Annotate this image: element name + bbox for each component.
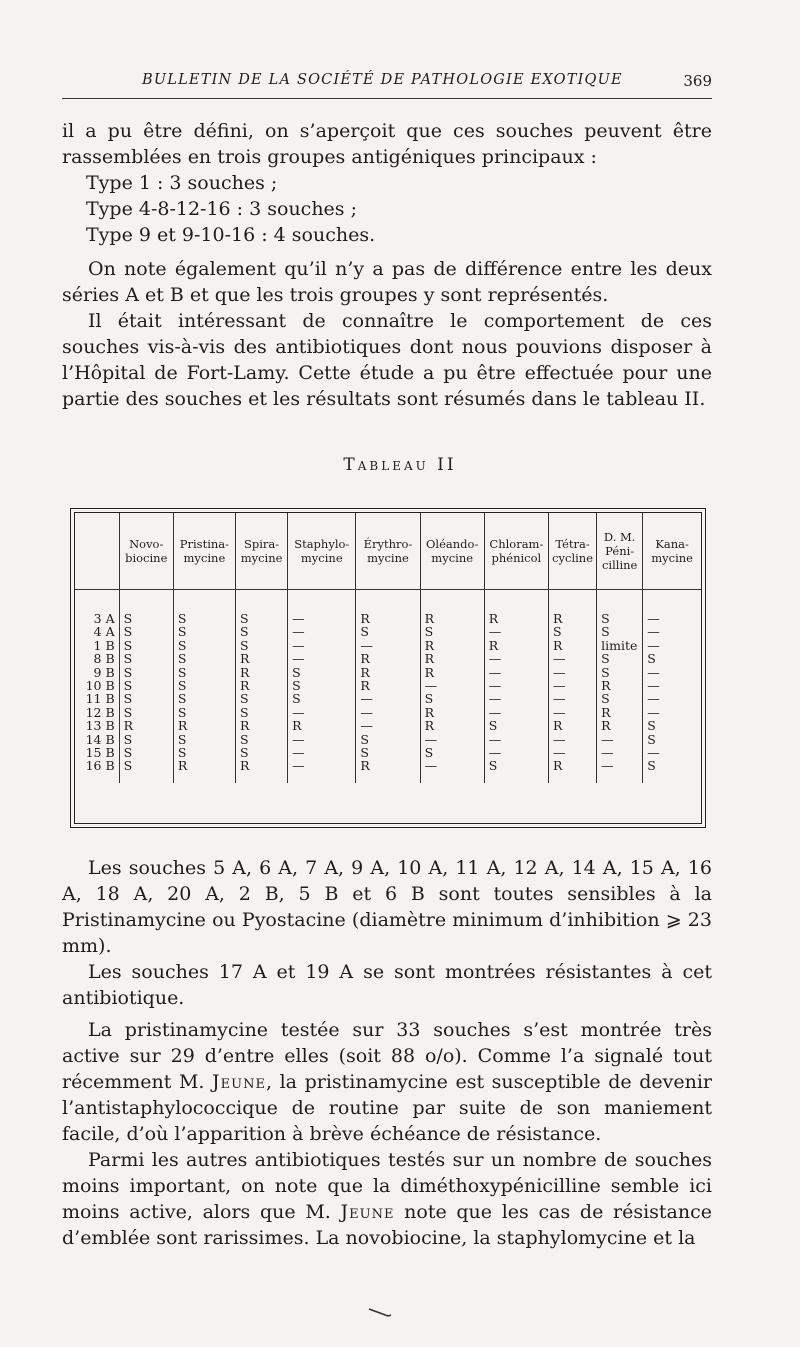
- result-cell: —: [484, 706, 548, 719]
- result-cell: S: [173, 652, 235, 665]
- result-cell: R: [356, 652, 420, 665]
- result-cell: S: [119, 746, 173, 759]
- table-header-row: [75, 513, 701, 590]
- result-cell: limite: [597, 639, 643, 652]
- result-cell: —: [288, 746, 356, 759]
- header-staphylomycine: Staphylo- mycine: [288, 513, 356, 590]
- result-cell: S: [647, 758, 656, 774]
- result-cell: S: [173, 639, 235, 652]
- result-cell: S: [356, 746, 420, 759]
- paragraph-other-antibiotics: Parmi les autres antibiotiques testés sur un nombre de souches moins important, on note que la diméthoxypénicilline semble ici moins active, alors que M. Jeune note que les cas de résistance d’emblée sont rarissimes. La novobiocine, la staphylomycine et la: [62, 1149, 713, 1249]
- results-section: [62, 855, 712, 1251]
- header-novobiocine: Novo- biocine: [119, 513, 173, 590]
- result-cell: S: [119, 625, 173, 638]
- result-cell: R: [236, 759, 288, 772]
- strain-cell: 4 A: [75, 625, 119, 638]
- result-cell: S: [647, 651, 656, 667]
- result-cell: R: [597, 706, 643, 719]
- result-cell: S: [236, 692, 288, 705]
- table-row: [75, 733, 701, 746]
- header-strain: [75, 513, 119, 590]
- intro-paragraph: il a pu être défini, on s’aperçoit que ces souches peuvent être rassemblées en trois groupes antigéniques principaux :: [62, 120, 712, 168]
- header-tetracycline: Tétra- cycline: [548, 513, 596, 590]
- table-row: [75, 612, 701, 625]
- result-cell: S: [597, 692, 643, 705]
- result-cell: S: [647, 718, 656, 734]
- result-cell: —: [647, 704, 660, 720]
- result-cell: S: [119, 679, 173, 692]
- result-cell: —: [647, 678, 660, 694]
- type-line-1: Type 1 : 3 souches ;: [86, 172, 278, 194]
- result-cell: R: [548, 639, 596, 652]
- antibiotic-table: [75, 513, 701, 783]
- result-cell: —: [288, 612, 356, 625]
- result-cell: R: [420, 666, 484, 679]
- header-pristinamycine: Pristina- mycine: [173, 513, 235, 590]
- result-cell: —: [356, 639, 420, 652]
- result-cell: S: [173, 679, 235, 692]
- result-cell: S: [236, 639, 288, 652]
- result-cell: S: [173, 692, 235, 705]
- result-cell: —: [548, 679, 596, 692]
- result-cell: S: [173, 666, 235, 679]
- result-cell: S: [119, 759, 173, 772]
- result-cell: S: [288, 666, 356, 679]
- result-cell: R: [548, 612, 596, 625]
- strain-cell: 8 B: [75, 652, 119, 665]
- result-cell: S: [647, 731, 656, 747]
- result-cell: S: [119, 733, 173, 746]
- result-cell: R: [173, 759, 235, 772]
- paragraph-pristinamycine: La pristinamycine testée sur 33 souches s’est montrée très active sur 29 d’entre elles (soit 88 o/o). Comme l’a signalé tout récemment M. Jeune, la pristinamycine est susceptible de devenir l’antistaphylococcique de routine par suite de son maniement facile, d’où l’apparition à brève échéance de résistance.: [62, 1019, 713, 1145]
- header-erythromycine: Érythro- mycine: [356, 513, 420, 590]
- strain-cell: 16 B: [75, 759, 119, 772]
- result-cell: S: [173, 625, 235, 638]
- result-cell: S: [236, 733, 288, 746]
- paragraph-resistant-strains: Les souches 17 A et 19 A se sont montrées résistantes à cet antibiotique.: [62, 961, 712, 1009]
- result-cell: —: [356, 706, 420, 719]
- result-cell: S: [119, 612, 173, 625]
- result-cell: S: [356, 625, 420, 638]
- intro-section: [62, 118, 712, 412]
- table-row: [75, 719, 701, 732]
- strain-cell: 11 B: [75, 692, 119, 705]
- result-cell: R: [420, 719, 484, 732]
- table-row: [75, 746, 701, 759]
- author-name: Jeune: [212, 1071, 266, 1093]
- header-spiramycine: Spira- mycine: [236, 513, 288, 590]
- result-cell: R: [420, 652, 484, 665]
- strain-cell: 13 B: [75, 719, 119, 732]
- strain-cell: 15 B: [75, 746, 119, 759]
- result-cell: —: [548, 652, 596, 665]
- type-line-2: Type 4-8-12-16 : 3 souches ;: [86, 198, 357, 220]
- result-cell: —: [356, 719, 420, 732]
- result-cell: —: [288, 706, 356, 719]
- result-cell: S: [173, 733, 235, 746]
- header-oleandomycine: Oléando- mycine: [420, 513, 484, 590]
- result-cell: —: [484, 733, 548, 746]
- result-cell: S: [236, 612, 288, 625]
- result-cell: —: [288, 652, 356, 665]
- result-cell: R: [236, 666, 288, 679]
- result-cell: S: [173, 706, 235, 719]
- table-row: [75, 706, 701, 719]
- table-row: [75, 692, 701, 705]
- result-cell: S: [484, 719, 548, 732]
- table-row: [75, 759, 701, 772]
- result-cell: R: [288, 719, 356, 732]
- result-cell: R: [484, 639, 548, 652]
- result-cell: —: [548, 746, 596, 759]
- result-cell: —: [288, 625, 356, 638]
- result-cell: —: [597, 733, 643, 746]
- result-cell: —: [288, 639, 356, 652]
- result-cell: R: [356, 759, 420, 772]
- result-cell: S: [420, 625, 484, 638]
- result-cell: S: [356, 733, 420, 746]
- result-cell: R: [356, 679, 420, 692]
- result-cell: R: [173, 719, 235, 732]
- result-cell: S: [119, 692, 173, 705]
- result-cell: —: [548, 706, 596, 719]
- result-cell: —: [288, 733, 356, 746]
- antibiotic-table-frame: [70, 508, 706, 828]
- result-cell: S: [420, 692, 484, 705]
- result-cell: R: [119, 719, 173, 732]
- table-row: [75, 666, 701, 679]
- result-cell: S: [597, 612, 643, 625]
- result-cell: R: [236, 679, 288, 692]
- header-chloramphenicol: Chloram- phénicol: [484, 513, 548, 590]
- strain-cell: 9 B: [75, 666, 119, 679]
- strain-cell: 10 B: [75, 679, 119, 692]
- strain-cell: 1 B: [75, 639, 119, 652]
- result-cell: S: [236, 746, 288, 759]
- result-cell: S: [288, 679, 356, 692]
- result-cell: S: [236, 625, 288, 638]
- result-cell: R: [548, 719, 596, 732]
- result-cell: S: [119, 652, 173, 665]
- result-cell: S: [288, 692, 356, 705]
- result-cell: —: [356, 692, 420, 705]
- result-cell: R: [597, 679, 643, 692]
- stray-pen-mark: [368, 1308, 392, 1318]
- strain-cell: 14 B: [75, 733, 119, 746]
- result-cell: S: [236, 706, 288, 719]
- result-cell: R: [356, 666, 420, 679]
- result-cell: S: [119, 639, 173, 652]
- result-cell: —: [420, 733, 484, 746]
- result-cell: —: [647, 745, 660, 761]
- result-cell: —: [548, 666, 596, 679]
- table-caption: Tableau II: [343, 455, 457, 475]
- result-cell: R: [548, 759, 596, 772]
- journal-title: BULLETIN DE LA SOCIÉTÉ DE PATHOLOGIE EXOTIQUE: [142, 72, 623, 88]
- result-cell: —: [647, 624, 660, 640]
- result-cell: S: [420, 746, 484, 759]
- result-cell: S: [173, 612, 235, 625]
- table-row: [75, 679, 701, 692]
- result-cell: —: [420, 679, 484, 692]
- result-cell: R: [236, 719, 288, 732]
- result-cell: —: [647, 664, 660, 680]
- result-cell: R: [420, 639, 484, 652]
- result-cell: S: [597, 652, 643, 665]
- result-cell: R: [420, 612, 484, 625]
- result-cell: S: [484, 759, 548, 772]
- result-cell: R: [356, 612, 420, 625]
- strain-cell: 12 B: [75, 706, 119, 719]
- result-cell: —: [647, 691, 660, 707]
- type-line-3: Type 9 et 9-10-16 : 4 souches.: [86, 224, 376, 246]
- result-cell: S: [119, 706, 173, 719]
- result-cell: —: [647, 637, 660, 653]
- paragraph-series: On note également qu’il n’y a pas de différence entre les deux séries A et B et que les trois groupes y sont représentés.: [62, 258, 712, 306]
- result-cell: —: [484, 666, 548, 679]
- result-cell: R: [484, 612, 548, 625]
- result-cell: S: [119, 666, 173, 679]
- page-number: 369: [683, 72, 712, 90]
- table-row: [75, 625, 701, 638]
- result-cell: —: [484, 679, 548, 692]
- result-cell: —: [484, 692, 548, 705]
- paragraph-sensitive-strains: Les souches 5 A, 6 A, 7 A, 9 A, 10 A, 11 A, 12 A, 14 A, 15 A, 16 A, 18 A, 20 A, 2 B, 5 B et 6 B sont toutes sensibles à la Pristinamycine ou Pyostacine (diamètre minimum d’inhibition ⩾ 23 mm).: [62, 857, 712, 957]
- result-cell: —: [484, 746, 548, 759]
- result-cell: —: [484, 652, 548, 665]
- result-cell: —: [548, 733, 596, 746]
- result-cell: R: [236, 652, 288, 665]
- author-name: Jeune: [340, 1201, 395, 1223]
- result-cell: S: [597, 666, 643, 679]
- strain-cell: 3 A: [75, 612, 119, 625]
- header-dm-penicilline: D. M. Péni- cilline: [597, 513, 643, 590]
- table-row: [75, 652, 701, 665]
- result-cell: —: [548, 692, 596, 705]
- result-cell: —: [484, 625, 548, 638]
- result-cell: R: [420, 706, 484, 719]
- paragraph-antibiotics: Il était intéressant de connaître le comportement de ces souches vis-à-vis des antibiotiques dont nous pouvions disposer à l’Hôpital de Fort-Lamy. Cette étude a pu être effectuée pour une partie des souches et les résultats sont résumés dans le tableau II.: [62, 310, 712, 410]
- result-cell: —: [647, 611, 660, 626]
- result-cell: S: [173, 746, 235, 759]
- running-header: [62, 70, 712, 99]
- result-cell: —: [288, 759, 356, 772]
- result-cell: S: [548, 625, 596, 638]
- header-kanamycine: Kana- mycine: [643, 513, 701, 590]
- result-cell: S: [597, 625, 643, 638]
- result-cell: —: [420, 759, 484, 772]
- table-row: [75, 639, 701, 652]
- result-cell: —: [597, 759, 643, 772]
- result-cell: R: [597, 719, 643, 732]
- table-body: [75, 590, 701, 783]
- result-cell: —: [597, 746, 643, 759]
